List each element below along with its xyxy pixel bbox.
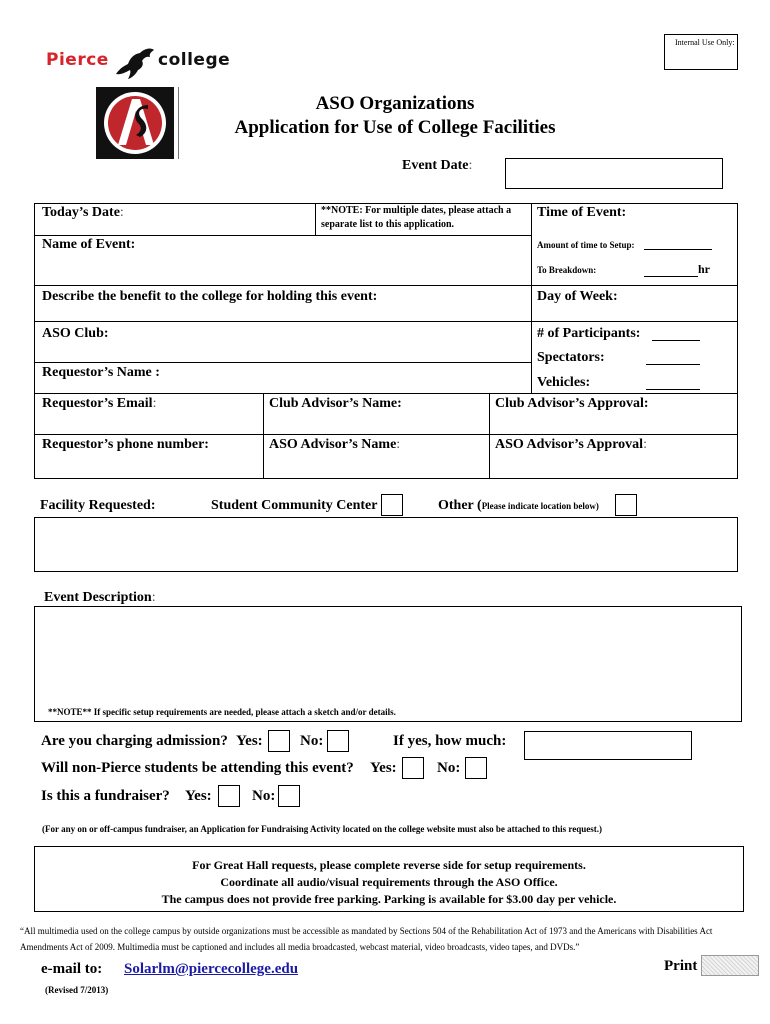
requestor-email-field[interactable]: Requestor’s Email: — [42, 396, 157, 411]
student-center-label: Student Community Center — [211, 498, 378, 513]
pierce-college-logo — [46, 44, 246, 84]
breakdown-label: To Breakdown: — [537, 265, 597, 275]
todays-date-field[interactable]: Today’s Date: — [42, 205, 124, 220]
logo-pierce-text: Pierce — [46, 50, 109, 70]
participants-blank[interactable] — [652, 340, 700, 341]
club-advisor-approval-field[interactable]: Club Advisor’s Approval: — [495, 396, 649, 411]
fundraiser-yes-checkbox[interactable] — [218, 785, 240, 807]
charging-admission-question: Are you charging admission? — [41, 733, 228, 749]
title-line-1: ASO Organizations — [315, 93, 475, 114]
print-label: Print — [664, 958, 698, 974]
horse-icon — [112, 44, 158, 82]
requestor-name-field[interactable]: Requestor’s Name : — [42, 365, 160, 380]
fundraiser-no-checkbox[interactable] — [278, 785, 300, 807]
admission-yes-label: Yes: — [236, 733, 263, 749]
title-line-2: Application for Use of College Facilities — [234, 117, 556, 138]
requestor-phone-field[interactable]: Requestor’s phone number: — [42, 437, 209, 452]
admission-no-checkbox[interactable] — [327, 730, 349, 752]
print-button[interactable] — [701, 955, 759, 976]
spectators-blank[interactable] — [646, 364, 700, 365]
setup-time-blank[interactable] — [644, 249, 712, 250]
day-of-week-field[interactable]: Day of Week: — [537, 289, 618, 304]
student-center-checkbox[interactable] — [381, 494, 403, 516]
fundraiser-question: Is this a fundraiser? — [41, 788, 170, 804]
time-of-event-field[interactable]: Time of Event: — [537, 205, 627, 220]
fundraiser-no-label: No: — [252, 788, 276, 804]
non-pierce-question: Will non-Pierce students be attending this event? — [41, 760, 354, 776]
revision-date: (Revised 7/2013) — [45, 985, 109, 995]
name-of-event-field[interactable]: Name of Event: — [42, 237, 136, 252]
hr-label: hr — [698, 262, 710, 276]
event-date-label: Event Date: — [402, 158, 473, 173]
admission-no-label: No: — [300, 733, 324, 749]
info-great-hall: For Great Hall requests, please complete reverse side for setup requirements. — [192, 858, 586, 872]
multiple-dates-note: **NOTE: For multiple dates, please attach a separate list to this application. — [321, 205, 512, 230]
aso-club-field[interactable]: ASO Club: — [42, 326, 109, 341]
event-date-field[interactable] — [505, 158, 723, 189]
non-pierce-no-label: No: — [437, 760, 461, 776]
logo-college-text: college — [158, 50, 231, 70]
internal-use-label: Internal Use Only: — [675, 38, 735, 47]
admission-yes-checkbox[interactable] — [268, 730, 290, 752]
internal-use-box[interactable] — [664, 34, 738, 70]
facility-location-field[interactable] — [34, 517, 738, 572]
email-link[interactable]: Solarlm@piercecollege.edu — [124, 961, 299, 977]
multimedia-accessibility-note: “All multimedia used on the college campus by outside organizations must be accessible as mandated by Sections 504 of the Rehabilitation Act of 1973 and the Americans with Disabilities Act Amendments Act of 2009. Multimedia must be captioned and includes all media broadcasted, webcast material, video broadcasts, video tapes, and DVDs.” — [20, 926, 713, 952]
info-box — [34, 846, 744, 912]
facility-requested-label: Facility Requested: — [40, 498, 156, 513]
other-note: Please indicate location below) — [481, 501, 599, 511]
event-description-label: Event Description: — [44, 590, 156, 605]
spectators-label: Spectators: — [537, 350, 605, 365]
setup-time-label: Amount of time to Setup: — [537, 240, 635, 250]
breakdown-blank[interactable] — [644, 276, 698, 277]
aso-advisor-approval-field[interactable]: ASO Advisor’s Approval: — [495, 437, 647, 452]
vehicles-label: Vehicles: — [537, 375, 591, 390]
fundraiser-note: (For any on or off-campus fundraiser, an Application for Fundraising Activity located on the college website must also be attached to this request.) — [42, 824, 602, 834]
fundraiser-yes-label: Yes: — [185, 788, 212, 804]
vehicles-blank[interactable] — [646, 389, 700, 390]
non-pierce-yes-checkbox[interactable] — [402, 757, 424, 779]
aso-advisor-name-field[interactable]: ASO Advisor’s Name: — [269, 437, 401, 452]
non-pierce-yes-label: Yes: — [370, 760, 397, 776]
event-description-field[interactable] — [34, 606, 742, 722]
how-much-label: If yes, how much: — [393, 733, 507, 749]
participants-label: # of Participants: — [537, 326, 641, 341]
setup-requirements-note: **NOTE** If specific setup requirements are needed, please attach a sketch and/or details. — [48, 707, 396, 717]
page-title — [0, 92, 770, 140]
club-advisor-name-field[interactable]: Club Advisor’s Name: — [269, 396, 402, 411]
email-label: e-mail to: — [41, 961, 103, 977]
other-checkbox[interactable] — [615, 494, 637, 516]
info-parking: The campus does not provide free parking. Parking is available for $3.00 day per vehicle. — [161, 892, 617, 906]
benefit-field[interactable]: Describe the benefit to the college for holding this event: — [42, 289, 378, 304]
info-audio-visual: Coordinate all audio/visual requirements through the ASO Office. — [220, 875, 558, 889]
other-label: Other (Please indicate location below) — [438, 498, 599, 513]
admission-amount-field[interactable] — [524, 731, 692, 760]
non-pierce-no-checkbox[interactable] — [465, 757, 487, 779]
